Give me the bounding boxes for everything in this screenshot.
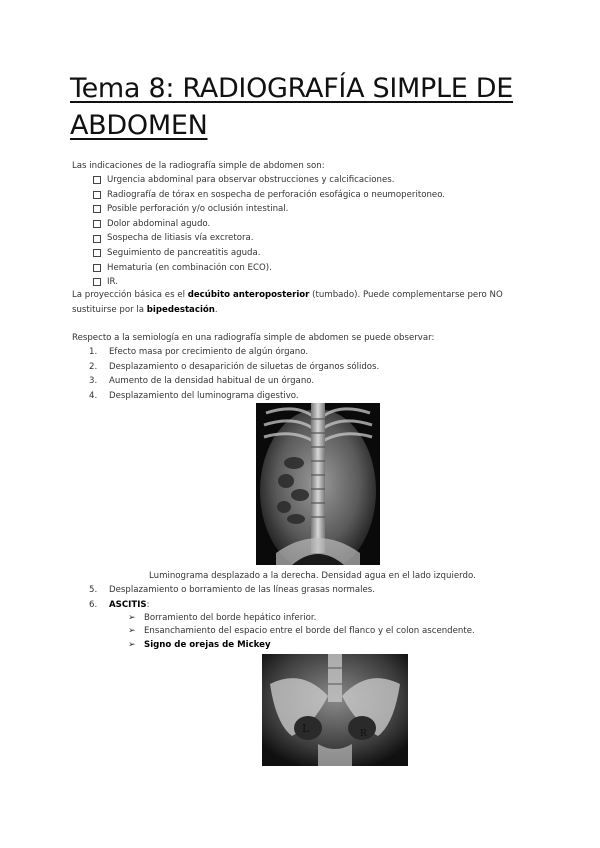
checkbox-icon: [93, 205, 101, 213]
list-item: [89, 389, 379, 404]
xray-mark-left: L: [302, 722, 310, 735]
list-item: [128, 638, 475, 652]
checkbox-icon: [93, 176, 101, 184]
list-text: :: [146, 599, 150, 610]
checklist-label: IR.: [107, 277, 118, 288]
list-text: Desplazamiento o borramiento de las líneas grasas normales.: [109, 585, 375, 595]
checklist-label: Urgencia abdominal para observar obstrucciones y calcificaciones.: [107, 175, 395, 185]
checklist-item: [93, 217, 445, 232]
projection-bold-term: bipedestación: [146, 304, 215, 315]
list-item: [89, 345, 379, 360]
list-text: Desplazamiento del luminograma digestivo.: [109, 390, 299, 401]
findings-list: [89, 345, 379, 403]
checklist-item: [93, 246, 445, 261]
indications-intro: Las indicaciones de la radiografía simple de abdomen son:: [72, 161, 325, 171]
checkbox-icon: [93, 235, 101, 243]
checklist-item: [93, 261, 445, 276]
list-number: 1.: [89, 347, 98, 357]
title-line-1: Tema 8: RADIOGRAFÍA SIMPLE DE: [70, 73, 514, 104]
checklist-item: [93, 202, 445, 217]
arrow-bullet-icon: ➢: [128, 612, 136, 623]
list-text: Aumento de la densidad habitual de un órgano.: [109, 376, 315, 387]
checkbox-icon: [93, 278, 101, 286]
list-number: 6.: [89, 599, 98, 610]
list-number: 4.: [89, 390, 98, 401]
list-text: Ensanchamiento del espacio entre el borde del flanco y el colon ascendente.: [144, 626, 475, 637]
findings-list-continued: [89, 583, 375, 612]
ascitis-signs-list: [128, 611, 475, 652]
checklist-item: [93, 173, 445, 188]
list-item: [89, 583, 375, 598]
checkbox-icon: [93, 191, 101, 199]
list-number: 2.: [89, 361, 98, 372]
arrow-bullet-icon: ➢: [128, 626, 136, 637]
xray-caption: Luminograma desplazado a la derecha. Densidad agua en el lado izquierdo.: [149, 571, 476, 581]
list-text: Efecto masa por crecimiento de algún órgano.: [109, 347, 309, 357]
page-title: [70, 70, 540, 144]
indications-checklist: [93, 173, 445, 290]
list-number: 3.: [89, 376, 98, 387]
checkbox-icon: [93, 220, 101, 228]
pelvic-xray-image: [262, 654, 408, 766]
list-text-bold: ASCITIS: [109, 599, 147, 610]
list-item: [128, 625, 475, 639]
list-item: [89, 374, 379, 389]
checklist-label: Hematuria (en combinación con ECO).: [107, 262, 272, 273]
checklist-label: Posible perforación y/o oclusión intestinal.: [107, 204, 289, 215]
projection-bold-term: decúbito anteroposterior: [187, 290, 310, 300]
projection-text: La proyección básica es el: [72, 290, 188, 300]
list-number: 5.: [89, 585, 98, 595]
checklist-item: [93, 188, 445, 203]
list-text: Borramiento del borde hepático inferior.: [144, 612, 317, 623]
checklist-label: Dolor abdominal agudo.: [107, 218, 211, 229]
checklist-label: Seguimiento de pancreatitis aguda.: [107, 247, 261, 258]
checkbox-icon: [93, 264, 101, 272]
list-text: Desplazamiento o desaparición de siluetas de órganos sólidos.: [109, 361, 380, 372]
projection-text: .: [214, 304, 218, 315]
xray-illustration: [262, 654, 408, 766]
title-line-2: ABDOMEN: [70, 110, 208, 141]
projection-paragraph: [72, 288, 537, 317]
list-item: [89, 360, 379, 375]
abdominal-xray-image: [256, 403, 380, 565]
checkbox-icon: [93, 249, 101, 257]
checklist-label: Radiografía de tórax en sospecha de perforación esofágica o neumoperitoneo.: [107, 189, 446, 200]
arrow-bullet-icon: ➢: [128, 639, 136, 650]
xray-illustration: [256, 403, 380, 565]
list-item: [128, 611, 475, 625]
checklist-item: [93, 231, 445, 246]
semiology-intro: Respecto a la semiología en una radiografía simple de abdomen se puede observar:: [72, 333, 435, 343]
list-text-bold: Signo de orejas de Mickey: [144, 639, 271, 650]
xray-mark-right: R: [360, 729, 367, 739]
checklist-label: Sospecha de litiasis vía excretora.: [107, 233, 254, 244]
projection-text: (tumbado). Puede complementarse pero NO sustituirse por la: [72, 290, 503, 315]
